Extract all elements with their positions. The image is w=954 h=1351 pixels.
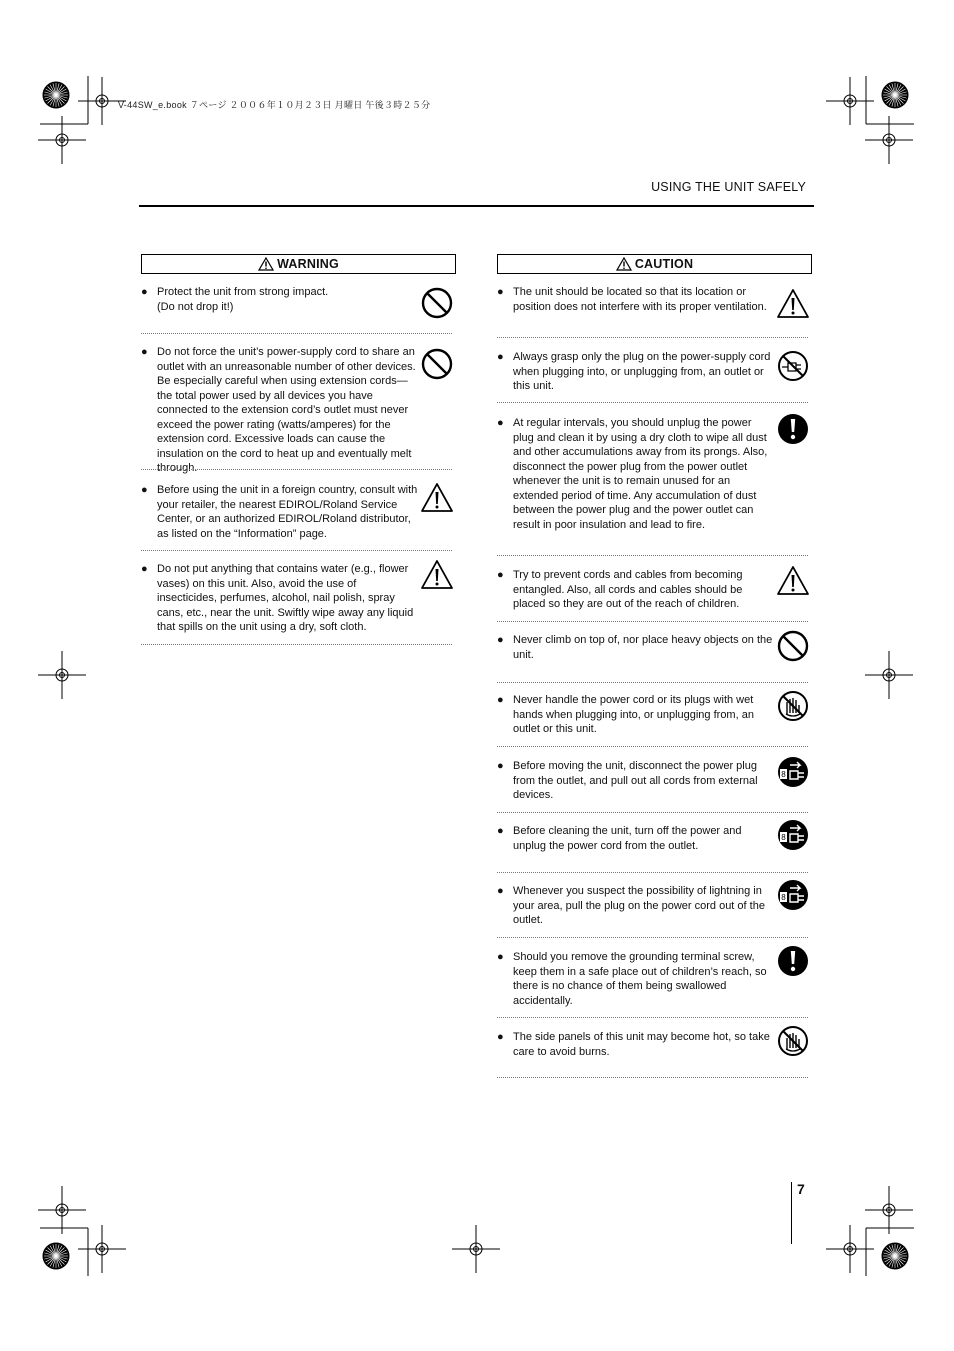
- bullet-icon: ●: [497, 634, 504, 646]
- page-number: 7: [797, 1181, 805, 1197]
- bullet-icon: ●: [497, 885, 504, 897]
- no-touch-hot-icon: [776, 1024, 810, 1058]
- bullet-icon: ●: [141, 286, 148, 298]
- caution-separator: [497, 555, 808, 556]
- page-number-rule: [791, 1182, 792, 1244]
- unplug-icon: [776, 878, 810, 912]
- caution-item: [497, 568, 812, 612]
- no-pulling-cord-icon: [776, 349, 810, 383]
- caution-item-text: Try to prevent cords and cables from becoming entangled. Also, all cords and cables should be placed so they are out of the reach of children.: [513, 569, 743, 610]
- bullet-icon: ●: [497, 286, 504, 298]
- caution-separator: [497, 337, 808, 338]
- bullet-icon: ●: [497, 951, 504, 963]
- bullet-icon: ●: [497, 351, 504, 363]
- bullet-icon: ●: [497, 1031, 504, 1043]
- warning-separator: [141, 644, 452, 645]
- print-header: V-44SW_e.book ７ページ ２００６年１０月２３日 月曜日 午後３時２５分: [118, 100, 431, 110]
- caution-item-text: Never climb on top of, nor place heavy objects on the unit.: [513, 634, 773, 661]
- prohibited-icon: [420, 347, 454, 381]
- prohibited-icon: [776, 629, 810, 663]
- caution-item: [497, 759, 812, 803]
- warning-separator: [141, 550, 452, 551]
- section-title: USING THE UNIT SAFELY: [651, 180, 806, 194]
- warning-item-text: Do not put anything that contains water (e.g., flower vases) on this unit. Also, avoid the use of insecticides, perfumes, alcohol, nail polish, spray cans, etc., near the unit. Swiftly wipe away any liquid that spills on the unit using a dry, soft cloth.: [157, 563, 414, 633]
- warning-item: [141, 345, 456, 476]
- caution-separator: [497, 1077, 808, 1078]
- warning-item-text: Before using the unit in a foreign country, consult with your retailer, the nearest EDIROL/Roland Service Center, or an authorized EDIROL/Roland distributor, as listed on the “Information” page.: [157, 484, 418, 540]
- caution-separator: [497, 937, 808, 938]
- caution-separator: [497, 746, 808, 747]
- caution-item: [497, 285, 812, 314]
- bullet-icon: ●: [497, 569, 504, 581]
- unplug-icon: [776, 755, 810, 789]
- caution-item: [497, 416, 812, 532]
- caution-heading-label: CAUTION: [634, 257, 694, 271]
- warning-separator: [141, 469, 452, 470]
- svg-text:8: 8: [781, 770, 786, 779]
- mandatory-action-icon: [776, 944, 810, 978]
- caution-separator: [497, 1017, 808, 1018]
- caution-item-text: Never handle the power cord or its plugs with wet hands when plugging into, or unplugging from, an outlet or this unit.: [513, 694, 754, 735]
- bullet-icon: ●: [497, 825, 504, 837]
- caution-item: [497, 950, 812, 1008]
- warning-heading: [141, 254, 456, 274]
- caution-item-text: The unit should be located so that its location or position does not interfere with its proper ventilation.: [513, 286, 767, 313]
- caution-separator: [497, 402, 808, 403]
- caution-column: [497, 254, 812, 1058]
- caution-item-text: The side panels of this unit may become hot, so take care to avoid burns.: [513, 1031, 770, 1058]
- caution-separator: [497, 812, 808, 813]
- warning-item: [141, 285, 456, 314]
- caution-separator: [497, 682, 808, 683]
- caution-triangle-small-icon: [616, 257, 632, 271]
- caution-item-text: Always grasp only the plug on the power-supply cord when plugging into, or unplugging from, an outlet or this unit.: [513, 351, 771, 392]
- warning-separator: [141, 333, 452, 334]
- caution-item-text: Should you remove the grounding terminal screw, keep them in a safe place out of children’s reach, so there is no chance of them being swallowed accidentally.: [513, 951, 767, 1007]
- warning-heading-label: WARNING: [277, 257, 339, 271]
- caution-triangle-icon: [420, 558, 454, 592]
- caution-triangle-icon: [776, 287, 810, 321]
- caution-triangle-icon: [420, 481, 454, 515]
- caution-item: [497, 693, 812, 737]
- warning-item: [141, 483, 456, 541]
- svg-text:8: 8: [781, 833, 786, 842]
- header-rule: [139, 205, 814, 207]
- bullet-icon: ●: [497, 417, 504, 429]
- warning-item-text: Do not force the unit’s power-supply cord to share an outlet with an unreasonable number of other devices. Be especially careful when using extension cords—the total power used by all devices you have connected to the extension cord’s outlet must never exceed the power rating (watts/amperes) for the extension cord. Excessive loads can cause the insulation on the cord to heat up and eventually melt through.: [157, 346, 416, 474]
- caution-heading: [497, 254, 812, 274]
- bullet-icon: ●: [497, 694, 504, 706]
- svg-text:8: 8: [781, 893, 786, 902]
- caution-item: [497, 350, 812, 394]
- caution-item: [497, 884, 812, 928]
- caution-item: [497, 824, 812, 853]
- caution-item-text: Before cleaning the unit, turn off the power and unplug the power cord from the outlet.: [513, 825, 742, 852]
- caution-item: [497, 1030, 812, 1059]
- caution-separator: [497, 872, 808, 873]
- bullet-icon: ●: [141, 346, 148, 358]
- caution-item: [497, 633, 812, 662]
- mandatory-action-icon: [776, 412, 810, 446]
- warning-column: [141, 254, 456, 633]
- bullet-icon: ●: [141, 563, 148, 575]
- warning-item-text: Protect the unit from strong impact. (Do not drop it!): [157, 286, 329, 313]
- caution-item-text: Whenever you suspect the possibility of lightning in your area, pull the plug on the power cord out of the outlet.: [513, 885, 765, 926]
- caution-triangle-icon: [776, 564, 810, 598]
- bullet-icon: ●: [141, 484, 148, 496]
- unplug-icon: [776, 818, 810, 852]
- warning-triangle-icon: [258, 257, 274, 271]
- caution-separator: [497, 621, 808, 622]
- caution-item-text: Before moving the unit, disconnect the power plug from the outlet, and pull out all cords from external devices.: [513, 760, 758, 801]
- caution-item-text: At regular intervals, you should unplug the power plug and clean it by using a dry cloth to wipe all dust and other accumulations away from its prongs. Also, disconnect the power plug from the power outlet whenever the unit is to remain unused for an extended period of time. Any accumulation of dust between the power plug and the power outlet can result in poor insulation and lead to fire.: [513, 417, 768, 531]
- bullet-icon: ●: [497, 760, 504, 772]
- prohibited-icon: [420, 286, 454, 320]
- warning-item: [141, 562, 456, 635]
- no-wet-hands-icon: [776, 689, 810, 723]
